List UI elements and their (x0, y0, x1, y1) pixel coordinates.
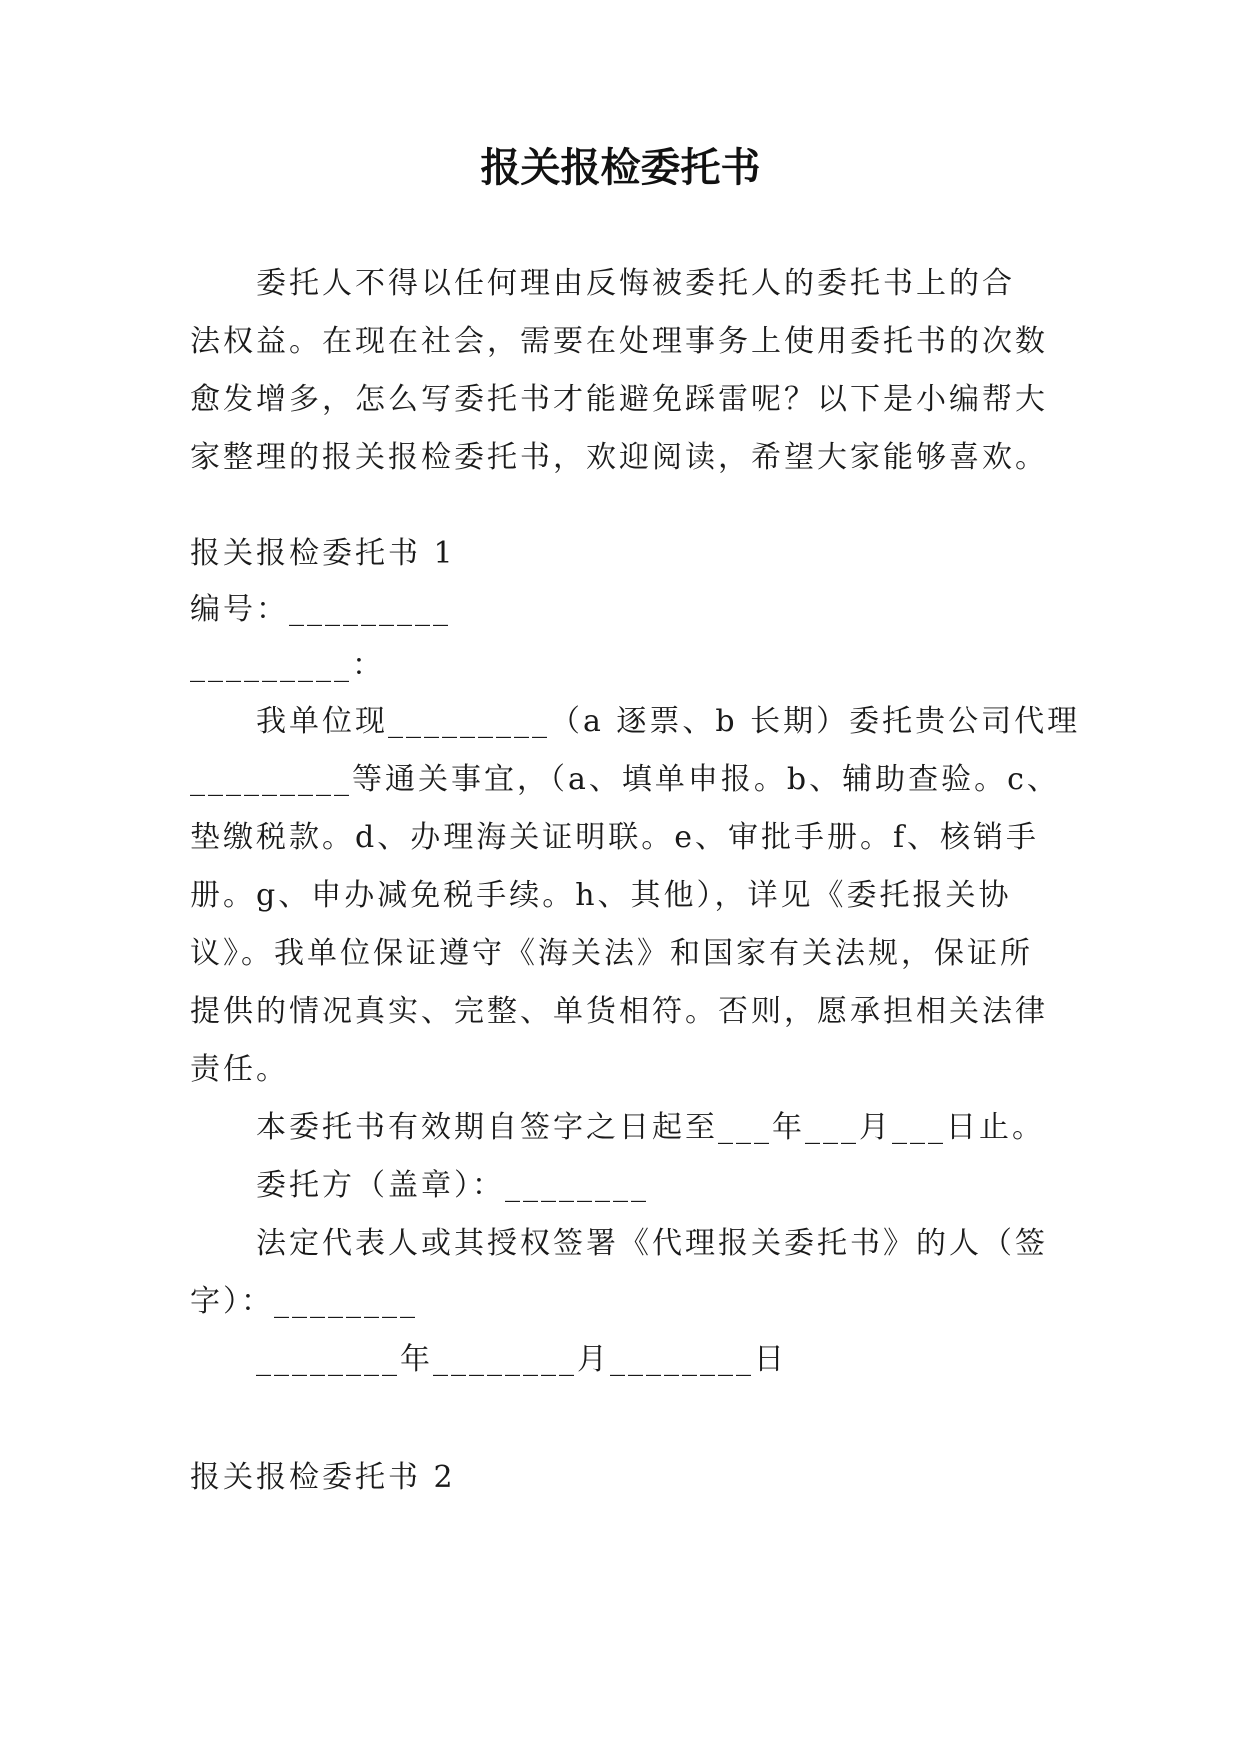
body-line-6: 提供的情况真实、完整、单货相符。否则，愿承担相关法律 (190, 994, 1048, 1029)
body-line-4: 册。g、申办减免税手续。h、其他），详见《委托报关协 (190, 878, 1012, 913)
number-line: 编号：_________ (190, 592, 451, 627)
body-line-3: 垫缴税款。d、办理海关证明联。e、审批手册。f、核销手 (190, 820, 1040, 855)
body-line-2: _________等通关事宜，（a、填单申报。b、辅助查验。c、 (190, 762, 1060, 797)
signatory-line-2: 字）：________ (190, 1284, 418, 1319)
intro-line-4: 家整理的报关报检委托书，欢迎阅读，希望大家能够喜欢。 (190, 440, 1048, 475)
section-2-heading: 报关报检委托书 2 (190, 1460, 456, 1495)
intro-line-2: 法权益。在现在社会，需要在处理事务上使用委托书的次数 (190, 324, 1048, 359)
body-line-1: 我单位现_________（a 逐票、b 长期）委托贵公司代理 (256, 704, 1081, 739)
intro-line-1: 委托人不得以任何理由反悔被委托人的委托书上的合 (256, 266, 1015, 301)
body-line-5: 议》。我单位保证遵守《海关法》和国家有关法规，保证所 (190, 936, 1033, 971)
date-line: ________年________月________日 (256, 1342, 787, 1377)
signatory-line-1: 法定代表人或其授权签署《代理报关委托书》的人（签 (256, 1226, 1048, 1261)
validity-line: 本委托书有效期自签字之日起至___年___月___日止。 (256, 1110, 1045, 1145)
document-title: 报关报检委托书 (480, 145, 761, 191)
intro-line-3: 愈发增多，怎么写委托书才能避免踩雷呢？以下是小编帮大 (190, 382, 1048, 417)
section-1-heading: 报关报检委托书 1 (190, 536, 456, 571)
principal-line: 委托方（盖章）：________ (256, 1168, 649, 1203)
addressee-line: _________： (190, 648, 385, 683)
body-line-7: 责任。 (190, 1052, 289, 1087)
